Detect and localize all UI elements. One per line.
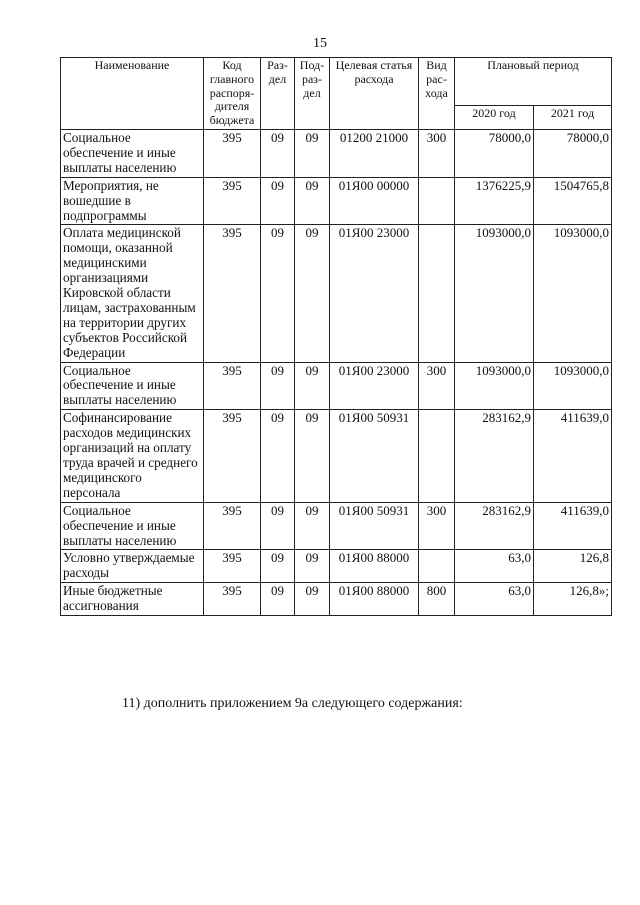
- header-row: [61, 58, 612, 106]
- row-code-cell: 395: [204, 550, 261, 583]
- row-name-cell: Мероприятия, не вошедшие в подпрограммы: [61, 177, 204, 225]
- table-row: [61, 225, 612, 362]
- row-subsection-cell: 09: [295, 502, 330, 550]
- row-2020-cell: 78000,0: [455, 129, 534, 177]
- header-type: Вид рас- хода: [419, 58, 455, 130]
- row-target-cell: 01Я00 50931: [330, 410, 419, 502]
- header-target: Целевая статья расхода: [330, 58, 419, 130]
- row-name-cell: Социальное обеспечение и иные выплаты населению: [61, 362, 204, 410]
- row-target-cell: 01200 21000: [330, 129, 419, 177]
- table-row: [61, 550, 612, 583]
- row-2020-cell: 63,0: [455, 550, 534, 583]
- row-subsection-cell: 09: [295, 410, 330, 502]
- row-2021-cell: 78000,0: [534, 129, 612, 177]
- header-section: Раз- дел: [261, 58, 295, 130]
- row-name-cell: Социальное обеспечение и иные выплаты населению: [61, 502, 204, 550]
- row-subsection-cell: 09: [295, 129, 330, 177]
- footer-instruction: 11) дополнить приложением 9а следующего содержания:: [122, 696, 463, 711]
- row-2021-cell: 411639,0: [534, 502, 612, 550]
- row-name-cell: Софинансирование расходов медицинских организаций на оплату труда врачей и среднего медицинского персонала: [61, 410, 204, 502]
- row-type-cell: 300: [419, 129, 455, 177]
- header-2021: 2021 год: [534, 106, 612, 130]
- row-type-cell: 800: [419, 583, 455, 616]
- row-2020-cell: 1093000,0: [455, 225, 534, 362]
- row-subsection-cell: 09: [295, 177, 330, 225]
- row-code-cell: 395: [204, 225, 261, 362]
- table-row: [61, 583, 612, 616]
- row-2021-cell: 1093000,0: [534, 225, 612, 362]
- row-2020-cell: 283162,9: [455, 502, 534, 550]
- row-subsection-cell: 09: [295, 362, 330, 410]
- row-target-cell: 01Я00 00000: [330, 177, 419, 225]
- row-2020-cell: 63,0: [455, 583, 534, 616]
- row-2021-cell: 411639,0: [534, 410, 612, 502]
- table-row: [61, 129, 612, 177]
- row-section-cell: 09: [261, 362, 295, 410]
- table-row: [61, 362, 612, 410]
- row-subsection-cell: 09: [295, 583, 330, 616]
- header-subsection: Под- раз- дел: [295, 58, 330, 130]
- row-2020-cell: 1376225,9: [455, 177, 534, 225]
- header-name: Наименование: [61, 58, 204, 130]
- row-2021-cell: 126,8: [534, 550, 612, 583]
- row-section-cell: 09: [261, 177, 295, 225]
- row-subsection-cell: 09: [295, 550, 330, 583]
- row-type-cell: 300: [419, 502, 455, 550]
- header-2020: 2020 год: [455, 106, 534, 130]
- header-period: Плановый период: [455, 58, 612, 106]
- row-type-cell: 300: [419, 362, 455, 410]
- row-2020-cell: 1093000,0: [455, 362, 534, 410]
- row-section-cell: 09: [261, 502, 295, 550]
- row-type-cell: [419, 225, 455, 362]
- row-2021-cell: 126,8»;: [534, 583, 612, 616]
- row-type-cell: [419, 177, 455, 225]
- row-target-cell: 01Я00 50931: [330, 502, 419, 550]
- row-code-cell: 395: [204, 362, 261, 410]
- row-2021-cell: 1093000,0: [534, 362, 612, 410]
- row-code-cell: 395: [204, 129, 261, 177]
- row-section-cell: 09: [261, 550, 295, 583]
- table-row: [61, 410, 612, 502]
- header-code: Код главного распоря- дителя бюджета: [204, 58, 261, 130]
- row-code-cell: 395: [204, 410, 261, 502]
- table-row: [61, 502, 612, 550]
- row-target-cell: 01Я00 88000: [330, 583, 419, 616]
- row-name-cell: Оплата медицинской помощи, оказанной медицинскими организациями Кировской области лицам, застрахованным на территории других субъектов Российской Федерации: [61, 225, 204, 362]
- row-section-cell: 09: [261, 225, 295, 362]
- row-name-cell: Социальное обеспечение и иные выплаты населению: [61, 129, 204, 177]
- row-code-cell: 395: [204, 583, 261, 616]
- row-target-cell: 01Я00 23000: [330, 362, 419, 410]
- budget-table: [60, 57, 612, 616]
- row-section-cell: 09: [261, 410, 295, 502]
- row-name-cell: Иные бюджетные ассигнования: [61, 583, 204, 616]
- row-subsection-cell: 09: [295, 225, 330, 362]
- row-target-cell: 01Я00 88000: [330, 550, 419, 583]
- row-code-cell: 395: [204, 502, 261, 550]
- row-2021-cell: 1504765,8: [534, 177, 612, 225]
- row-code-cell: 395: [204, 177, 261, 225]
- row-2020-cell: 283162,9: [455, 410, 534, 502]
- row-target-cell: 01Я00 23000: [330, 225, 419, 362]
- table-row: [61, 177, 612, 225]
- row-type-cell: [419, 550, 455, 583]
- row-name-cell: Условно утверждаемые расходы: [61, 550, 204, 583]
- row-section-cell: 09: [261, 129, 295, 177]
- page-number: 15: [313, 36, 327, 51]
- row-section-cell: 09: [261, 583, 295, 616]
- row-type-cell: [419, 410, 455, 502]
